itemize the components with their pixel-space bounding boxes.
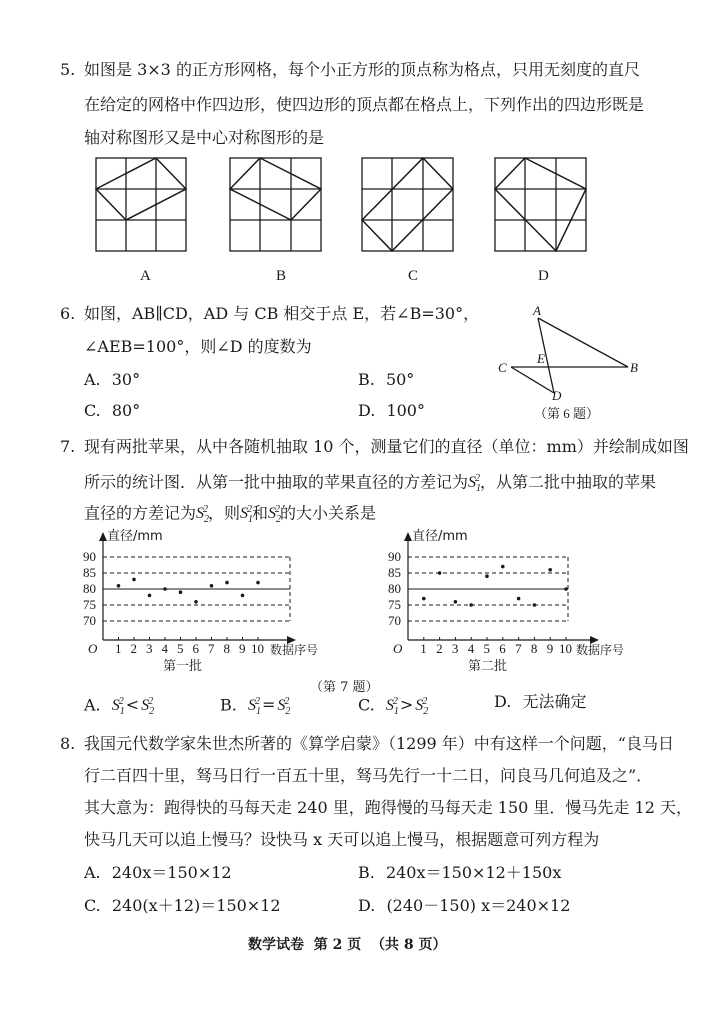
q7-chart1-ytick-90: 90 bbox=[83, 549, 96, 564]
q7-chart2-xtick-9: 9 bbox=[546, 641, 554, 656]
q7-chart1-points bbox=[117, 578, 260, 604]
q7-chart2-origin: O bbox=[393, 641, 403, 656]
q7-chart1-xtick-6: 6 bbox=[192, 641, 199, 656]
q7-chart2-xtick-7: 7 bbox=[515, 641, 522, 656]
q7-chart1-xtick-8: 8 bbox=[223, 641, 230, 656]
q8-option-d-letter: D. bbox=[358, 896, 376, 915]
q6-option-c bbox=[84, 401, 140, 421]
q5-option-a: A bbox=[140, 268, 151, 284]
q7-chart1-point-2 bbox=[132, 578, 136, 582]
q7-option-c-letter: C. bbox=[358, 695, 375, 715]
q7-chart2-ytick-90: 90 bbox=[388, 549, 401, 564]
q7-chart1-xtick-9: 9 bbox=[239, 641, 246, 656]
q7-chart-batch2 bbox=[375, 522, 665, 674]
q6-option-c-text: 80° bbox=[111, 401, 141, 420]
q8-option-c-text: 240(x＋12)＝150×12 bbox=[111, 896, 281, 915]
q6-option-d-letter: D. bbox=[358, 401, 376, 420]
q6-caption: （第 6 题） bbox=[534, 406, 600, 421]
q7-chart2-point-7 bbox=[517, 597, 521, 601]
q8-option-d-text: (240－150) x＝240×12 bbox=[386, 896, 571, 915]
q7-chart1-xtick-10: 10 bbox=[251, 641, 264, 656]
q7-option-d bbox=[494, 692, 586, 712]
q7-chart2-xtick-5: 5 bbox=[483, 641, 490, 656]
q7-chart1-point-8 bbox=[225, 581, 229, 585]
q7-chart2-ylabel: 直径/mm bbox=[412, 529, 468, 544]
q6-option-a bbox=[84, 370, 140, 390]
q5-grid-c bbox=[362, 158, 453, 251]
page-footer: 数学试卷 第 2 页 （共 8 页） bbox=[248, 937, 447, 953]
q7-option-a-letter: A. bbox=[84, 695, 101, 715]
q7-chart1-gridlines bbox=[103, 557, 290, 621]
q7-option-d-text: 无法确定 bbox=[522, 692, 587, 711]
q7-chart2-ytick-75: 75 bbox=[388, 597, 401, 612]
q6-option-b-letter: B. bbox=[358, 370, 375, 389]
q7-chart2-xtick-2: 2 bbox=[436, 641, 443, 656]
q5-grid-figures bbox=[0, 150, 720, 290]
q8-option-c bbox=[84, 896, 281, 916]
q7-chart2-xtick-3: 3 bbox=[451, 641, 459, 656]
q6-option-a-letter: A. bbox=[84, 370, 101, 389]
q7-chart2-axes bbox=[404, 532, 599, 644]
q8-option-a-letter: A. bbox=[84, 863, 101, 882]
q7-option-c: C. $S_1^2 > S_2^2$ bbox=[358, 695, 429, 718]
q7-chart2-xtick-6: 6 bbox=[499, 641, 506, 656]
q6-label-d: D bbox=[552, 388, 562, 403]
q8-option-c-letter: C. bbox=[84, 896, 101, 915]
q7-chart2-points bbox=[422, 565, 568, 607]
q7-line2-tail: ，从第二批中抽取的苹果 bbox=[480, 472, 657, 492]
q8-text-line3: 其大意为：跑得快的马每天走 240 里，跑得慢的马每天走 150 里．慢马先走 12 天， bbox=[84, 798, 692, 817]
q7-chart2-gridlines bbox=[408, 557, 568, 621]
q7-caption: （第 7 题） bbox=[310, 680, 379, 695]
q5-text-line2: 在给定的网格中作四边形，使四边形的顶点都在格点上，下列作出的四边形既是 bbox=[84, 95, 645, 114]
q7-chart1-ytick-75: 75 bbox=[83, 597, 96, 612]
q8-text-line1: 我国元代数学家朱世杰所著的《算学启蒙》（1299 年）中有这样一个问题，“良马日 bbox=[84, 734, 674, 753]
q7-chart2-point-1 bbox=[422, 597, 426, 601]
q7-chart2-xtick-8: 8 bbox=[530, 641, 538, 656]
q8-option-d bbox=[358, 896, 570, 916]
q5-text-line3: 轴对称图形又是中心对称图形的是 bbox=[84, 128, 325, 147]
q5-option-d: D bbox=[538, 268, 549, 284]
q6-label-e: E bbox=[537, 351, 545, 366]
q7-option-c-rel: > bbox=[399, 695, 414, 715]
q7-chart2-xlabel: 数据序号 bbox=[576, 643, 625, 657]
q7-chart1-xtick-3: 3 bbox=[146, 641, 153, 656]
q6-segment-ab bbox=[538, 318, 628, 367]
q6-option-c-letter: C. bbox=[84, 401, 101, 420]
q8-option-b-letter: B. bbox=[358, 863, 375, 882]
q5-grid-a bbox=[96, 158, 186, 251]
q7-option-d-letter: D. bbox=[494, 692, 512, 711]
q6-text-line2: ∠AEB=100°，则∠D 的度数为 bbox=[84, 337, 312, 356]
q7-chart2-ytick-labels bbox=[388, 549, 401, 628]
q7-chart2-ytick-70: 70 bbox=[388, 613, 401, 628]
q7-line3-tail: 的大小关系是 bbox=[280, 503, 377, 523]
q7-chart1-ytick-80: 80 bbox=[83, 581, 96, 596]
q7-chart1-xtick-7: 7 bbox=[208, 641, 215, 656]
q7-chart1-point-4 bbox=[163, 587, 167, 591]
q7-chart1-point-5 bbox=[179, 590, 183, 594]
q7-chart2-ytick-85: 85 bbox=[388, 565, 401, 580]
q7-chart1-point-7 bbox=[210, 584, 214, 588]
q7-chart1-point-9 bbox=[241, 594, 245, 598]
q7-line3-text: 直径的方差记为 bbox=[84, 503, 197, 523]
q7-option-b-letter: B. bbox=[220, 695, 237, 715]
q8-text-line4: 快马几天可以追上慢马？设快马 x 天可以追上慢马，根据题意可列方程为 bbox=[84, 830, 600, 849]
q7-chart2-xtick-1: 1 bbox=[420, 641, 427, 656]
q8-option-a-text: 240x＝150×12 bbox=[111, 863, 232, 882]
q5-number: 5. bbox=[60, 60, 76, 79]
q8-option-b-text: 240x＝150×12＋150x bbox=[385, 863, 562, 882]
q7-s2-squared-a: $S_2^2$ bbox=[196, 504, 210, 526]
q8-number: 8. bbox=[60, 734, 76, 753]
q7-s1-squared-b: $S_1^2$ bbox=[240, 504, 254, 526]
q7-chart-batch1 bbox=[80, 522, 340, 674]
q7-chart2-point-4 bbox=[469, 603, 473, 607]
q7-chart1-ylabel: 直径/mm bbox=[107, 529, 163, 544]
q6-option-d-text: 100° bbox=[386, 401, 425, 420]
q7-chart1-xtick-2: 2 bbox=[130, 641, 137, 656]
q7-chart2-point-9 bbox=[548, 568, 552, 572]
q7-chart1-point-10 bbox=[256, 581, 260, 585]
q7-s1-squared-a: $S_1^2$ bbox=[468, 473, 482, 495]
q7-chart1-axes bbox=[99, 532, 296, 644]
q7-chart2-point-6 bbox=[501, 565, 505, 569]
q6-option-b-text: 50° bbox=[385, 370, 415, 389]
q6-option-b bbox=[358, 370, 414, 390]
q7-chart1-xlabel: 数据序号 bbox=[270, 643, 319, 657]
q7-line2-text: 所示的统计图．从第一批中抽取的苹果直径的方差记为 bbox=[84, 472, 469, 492]
q7-chart1-xtick-4: 4 bbox=[161, 641, 168, 656]
q7-option-a-rel: < bbox=[125, 695, 140, 715]
q7-chart1-xtick-1: 1 bbox=[115, 641, 122, 656]
q7-chart1-point-6 bbox=[194, 600, 198, 604]
q7-chart2-point-10 bbox=[564, 587, 568, 591]
q7-chart1-xtick-5: 5 bbox=[177, 641, 184, 656]
q7-option-b: B. $S_1^2 = S_2^2$ bbox=[220, 695, 291, 718]
q5-text-line1: 如图是 3×3 的正方形网格，每个小正方形的顶点称为格点，只用无刻度的直尺 bbox=[84, 60, 640, 79]
q7-chart2-xtick-10: 10 bbox=[559, 641, 572, 656]
q5-quad-c bbox=[362, 158, 453, 251]
q8-option-b bbox=[358, 863, 561, 883]
q7-chart1-ytick-labels bbox=[83, 549, 96, 628]
q6-text-line1: 如图，AB∥CD，AD 与 CB 相交于点 E，若∠B=30°， bbox=[84, 304, 480, 323]
q6-option-d bbox=[358, 401, 425, 421]
q7-s2-squared-b: $S_2^2$ bbox=[268, 504, 282, 526]
q6-label-c: C bbox=[498, 360, 507, 375]
q7-chart2-point-2 bbox=[438, 571, 442, 575]
q7-text-line2 bbox=[84, 469, 656, 500]
q7-chart1-ytick-85: 85 bbox=[83, 565, 96, 580]
q5-grid-b bbox=[230, 158, 321, 251]
q7-chart1-point-1 bbox=[117, 584, 121, 588]
q5-option-c: C bbox=[408, 268, 419, 284]
q6-figure bbox=[490, 300, 650, 425]
q7-chart2-point-8 bbox=[533, 603, 537, 607]
q6-segment-cd bbox=[511, 367, 554, 393]
q7-chart1-origin: O bbox=[88, 641, 98, 656]
q7-text-line1: 现有两批苹果，从中各随机抽取 10 个，测量它们的直径（单位：mm）并绘制成如图 bbox=[84, 437, 689, 456]
q7-option-a: A. $S_1^2 < S_2^2$ bbox=[84, 695, 155, 718]
q8-text-line2: 行二百四十里，驽马日行一百五十里，驽马先行一十二日，问良马几何追及之”． bbox=[84, 766, 653, 785]
q5-grid-d bbox=[495, 158, 586, 251]
q7-option-b-rel: = bbox=[261, 695, 276, 715]
q5-option-b: B bbox=[276, 268, 287, 284]
q7-line3-and: 和 bbox=[252, 503, 269, 523]
q7-chart2-title: 第二批 bbox=[468, 659, 508, 674]
q6-label-b: B bbox=[630, 360, 638, 375]
q7-chart1-point-3 bbox=[148, 594, 152, 598]
q7-chart2-point-3 bbox=[454, 600, 458, 604]
q7-number: 7. bbox=[60, 437, 76, 456]
q6-number: 6. bbox=[60, 304, 76, 323]
q8-option-a bbox=[84, 863, 232, 883]
q6-label-a: A bbox=[533, 303, 541, 318]
q7-chart2-xtick-4: 4 bbox=[467, 641, 475, 656]
q6-option-a-text: 30° bbox=[111, 370, 141, 389]
q7-chart2-ytick-80: 80 bbox=[388, 581, 401, 596]
q7-chart1-title: 第一批 bbox=[163, 659, 203, 674]
q7-line3-mid: ，则 bbox=[208, 503, 241, 523]
q7-chart2-point-5 bbox=[485, 574, 489, 578]
q5-quad-d bbox=[495, 158, 586, 251]
q7-chart1-ytick-70: 70 bbox=[83, 613, 96, 628]
